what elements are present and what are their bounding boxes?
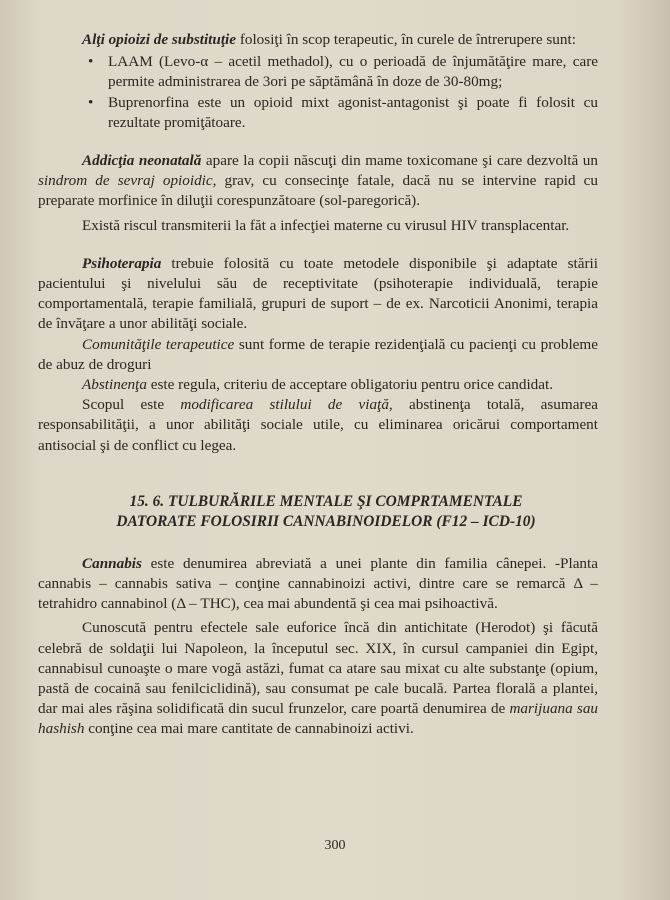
- paragraph-text: conţine cea mai mare cantitate de cannabinoizi activi.: [84, 720, 414, 738]
- paragraph-text: Scopul este: [82, 396, 181, 414]
- paragraph-goal: [38, 395, 598, 456]
- paragraph-psychotherapy: [38, 254, 598, 335]
- page-number: 300: [324, 838, 346, 853]
- paragraph-text: apare la copii născuţi din mame toxicomane şi care dezvoltă un: [201, 152, 598, 170]
- term-withdrawal-syndrome: sindrom de sevraj opioidic: [38, 172, 213, 190]
- paragraph-cannabis-history: [38, 618, 598, 739]
- paragraph-text: , abstinenţa totală, asumarea responsabilităţii, a unor abilităţi sociale utile, cu eliminarea oricărui comportament antisocial şi de conflict cu legea.: [38, 396, 598, 454]
- term-abstinence: Abstinenţa: [82, 376, 147, 394]
- paragraph-text: folosiţi în scop terapeutic, în curele de întrerupere sunt:: [236, 31, 576, 48]
- paragraph-text: Cunoscută pentru efectele sale euforice încă din antichitate (Herodot) şi făcută celebră de soldaţii lui Napoleon, la începutul sec. XIX, în cursul campaniei din Egipt, cannabisul cunoaşte o mare vogă astăzi, fumat ca atare sau mixat cu alte substanţe (opium, pastă de cocaină sau fenilciclidină), sau consumat pe cale bucală. Partea florală a plantei, dar mai ales răşina solidificată din sucul frunzelor, care poartă denumirea de: [38, 619, 598, 718]
- page-content: [38, 30, 598, 740]
- paragraph-text: sunt forme de terapie rezidenţială cu pacienţi cu probleme de abuz de droguri: [38, 335, 598, 373]
- term-marijuana-hashish: marijuana sau hashish: [38, 700, 599, 738]
- section-heading-line-2: DATORATE FOLOSIRII CANNABINOIDELOR (F12 – ICD-10): [116, 512, 536, 530]
- paragraph-substitution-opioids: [38, 30, 598, 50]
- term-lifestyle-change: modificarea stilului de viaţă: [180, 396, 389, 414]
- paragraph-neonatal-addiction: [38, 151, 598, 212]
- bullet-list: [38, 52, 598, 133]
- term-therapeutic-communities: Comunităţile terapeutice: [82, 335, 235, 353]
- paragraph-abstinence: [38, 375, 598, 395]
- section-heading: [38, 492, 598, 532]
- bullet-item-buprenorfina: • Buprenorfina este un opioid mixt agonist-antagonist şi poate fi folosit cu rezultate promiţătoare.: [108, 93, 598, 133]
- paragraph-text: este regula, criteriu de acceptare obligatoriu pentru orice candidat.: [146, 376, 554, 394]
- bullet-item-laam: • LAAM (Levo-α – acetil methadol), cu o perioadă de înjumătăţire mare, care permite administrarea de 3ori pe săptămână în doze de 30-80mg;: [108, 52, 598, 92]
- term-neonatal-addiction: Addicţia neonatală: [82, 152, 202, 170]
- section-heading-line-1: 15. 6. TULBURĂRILE MENTALE ŞI COMPRTAMENTALE: [129, 492, 523, 510]
- paragraph-therapeutic-communities: [38, 335, 598, 375]
- term-psychotherapy: Psihoterapia: [82, 254, 162, 272]
- term-cannabis: Cannabis: [82, 554, 142, 572]
- paragraph-text: , grav, cu consecinţe fatale, dacă nu se intervine rapid cu preparate morfinice în diluţii corespunzătoare (sol-paregorică).: [38, 172, 599, 210]
- paragraph-hiv-risk: Există riscul transmiterii la făt a infecţiei materne cu virusul HIV transplacentar.: [82, 216, 570, 234]
- term-substitution-opioids: Alţi opioizi de substituţie: [82, 31, 237, 48]
- paragraph-cannabis: [38, 554, 598, 615]
- paragraph-text: trebuie folosită cu toate metodele disponibile şi adaptate stării pacientului şi nivelului său de receptivitate (psihoterapie individuală, terapie comportamentală, terapie familială, grupuri de suport – de ex. Narcoticii Anonimi, terapia de învăţare a unor abilităţi sociale.: [38, 254, 598, 333]
- paragraph-text: este denumirea abreviată a unei plante din familia cânepei. -Planta cannabis – cannabis sativa – conţine cannabinoizi activi, dintre care se remarcă Δ – tetrahidro cannabinol (Δ – THC), cea mai abundentă şi cea mai psihoactivă.: [38, 554, 598, 613]
